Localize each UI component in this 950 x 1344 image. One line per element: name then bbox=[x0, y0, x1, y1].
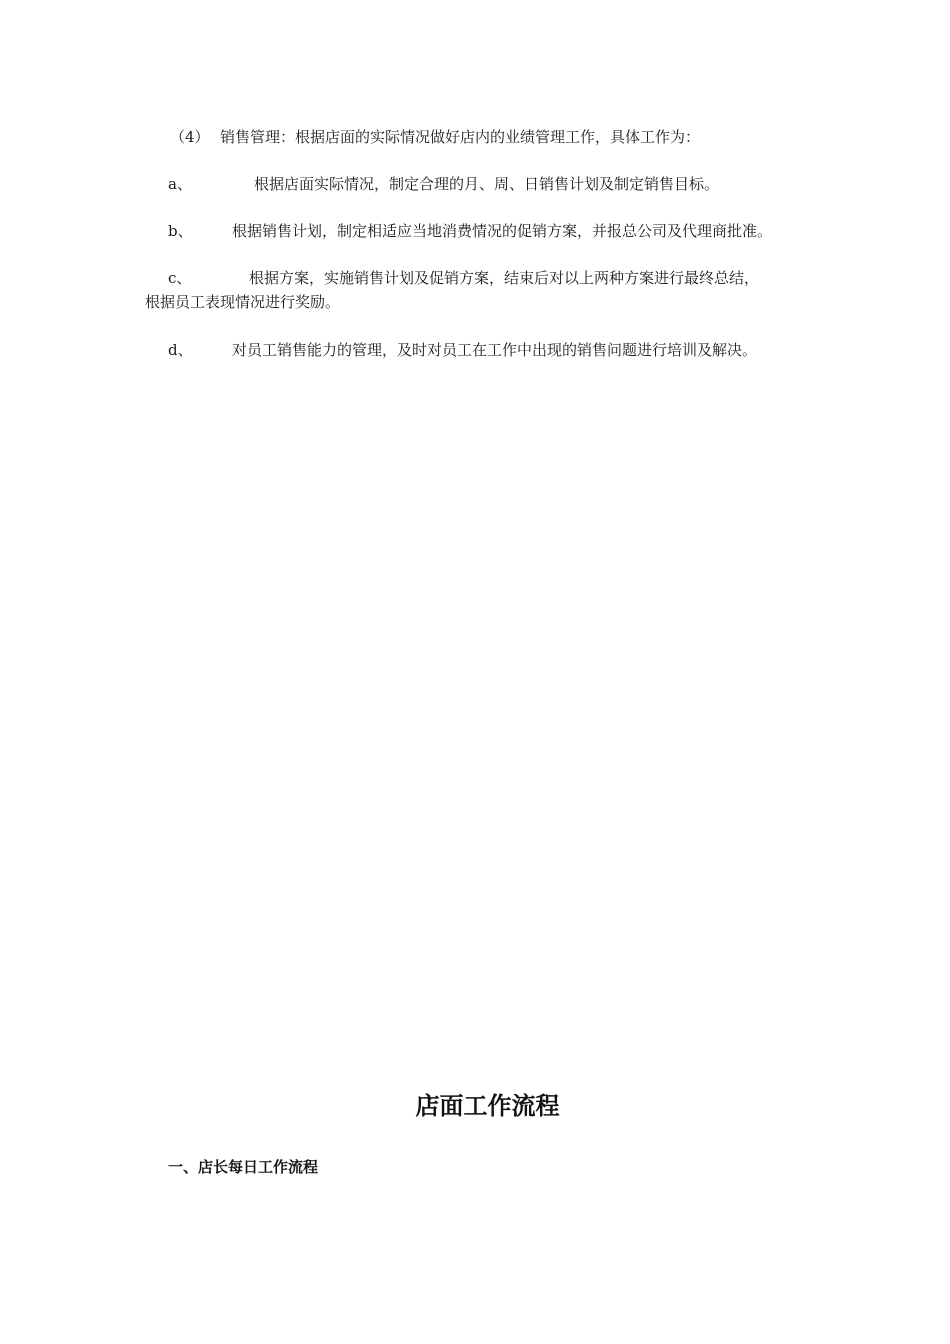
list-marker: b、 bbox=[168, 222, 193, 240]
paragraph-sales-management bbox=[170, 125, 850, 149]
list-item-text: 根据店面实际情况，制定合理的月、周、日销售计划及制定销售目标。 bbox=[254, 175, 720, 193]
list-item-d bbox=[168, 338, 848, 362]
list-item-c bbox=[168, 266, 848, 290]
paragraph-text: 销售管理：根据店面的实际情况做好店内的业绩管理工作，具体工作为： bbox=[220, 128, 701, 146]
list-item-a bbox=[168, 172, 848, 196]
list-marker: a、 bbox=[168, 175, 192, 193]
list-marker: c、 bbox=[168, 269, 192, 287]
document-title: 店面工作流程 bbox=[415, 1092, 560, 1120]
section-heading: 一、店长每日工作流程 bbox=[168, 1158, 319, 1176]
list-item-text: 根据销售计划，制定相适应当地消费情况的促销方案，并报总公司及代理商批准。 bbox=[232, 222, 773, 240]
list-item-c-continuation: 根据员工表现情况进行奖励。 bbox=[145, 293, 341, 311]
list-item-text: 根据方案，实施销售计划及促销方案，结束后对以上两种方案进行最终总结， bbox=[249, 269, 760, 287]
list-marker: d、 bbox=[168, 341, 193, 359]
paragraph-marker: （4） bbox=[170, 128, 210, 146]
list-item-b bbox=[168, 219, 848, 243]
list-item-text: 对员工销售能力的管理，及时对员工在工作中出现的销售问题进行培训及解决。 bbox=[232, 341, 758, 359]
